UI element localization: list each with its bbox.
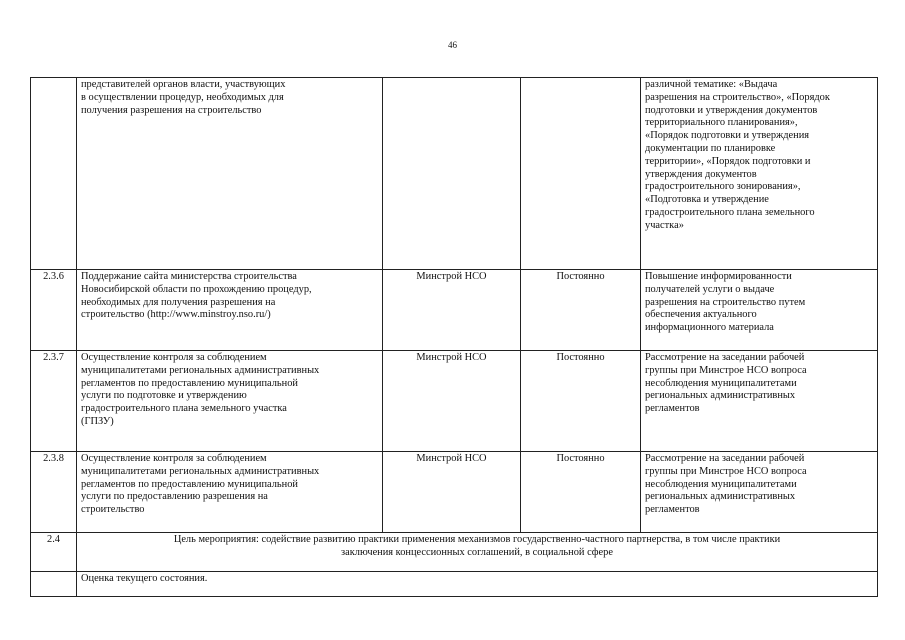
term-cell: Постоянно xyxy=(521,452,641,533)
executor-cell: Минстрой НСО xyxy=(383,452,521,533)
evaluation-number xyxy=(31,572,77,597)
term-cell: Постоянно xyxy=(521,270,641,351)
result-cell: Рассмотрение на заседании рабочей группы при Минстрое НСО вопроса несоблюдения муниципалитетами региональных административных регламентов xyxy=(641,351,878,452)
result-cell: Рассмотрение на заседании рабочей группы при Минстрое НСО вопроса несоблюдения муниципалитетами региональных административных регламентов xyxy=(641,452,878,533)
executor-cell xyxy=(383,78,521,270)
result-cell: Повышение информированности получателей услуги о выдаче разрешения на строительство путем обеспечения актуального информационного материала xyxy=(641,270,878,351)
term-cell xyxy=(521,78,641,270)
executor-cell: Минстрой НСО xyxy=(383,351,521,452)
table-row xyxy=(31,351,878,452)
action-cell: Осуществление контроля за соблюдением муниципалитетами региональных административных регламентов по предоставлению муниципальной услуги по предоставлению разрешения на строительство xyxy=(77,452,383,533)
row-number xyxy=(31,78,77,270)
table-row xyxy=(31,270,878,351)
row-number: 2.3.6 xyxy=(31,270,77,351)
evaluation-text: Оценка текущего состояния. xyxy=(77,572,878,597)
goal-text: Цель мероприятия: содействие развитию практики применения механизмов государственно-частного партнерства, в том числе практики заключения концессионных соглашений, в социальной сфере xyxy=(77,533,878,572)
action-cell: Поддержание сайта министерства строительства Новосибирской области по прохождению процедур, необходимых для получения разрешения на строительство (http://www.minstroy.nso.ru/) xyxy=(77,270,383,351)
evaluation-row xyxy=(31,572,878,597)
row-number: 2.3.8 xyxy=(31,452,77,533)
action-cell: Осуществление контроля за соблюдением муниципалитетами региональных административных регламентов по предоставлению муниципальной услуги по подготовке и утверждению градостроительного плана земельного участка (ГПЗУ) xyxy=(77,351,383,452)
measures-table xyxy=(30,77,878,597)
table-row xyxy=(31,452,878,533)
goal-number: 2.4 xyxy=(31,533,77,572)
term-cell: Постоянно xyxy=(521,351,641,452)
page-number: 46 xyxy=(448,40,457,50)
executor-cell: Минстрой НСО xyxy=(383,270,521,351)
result-cell: различной тематике: «Выдача разрешения на строительство», «Порядок подготовки и утверждения документов территориального планирования», «Порядок подготовки и утверждения документации по планировке территории», «Порядок подготовки и утверждения документов градостроительного зонирования», «Подготовка и утверждение градостроительного плана земельного участка» xyxy=(641,78,878,270)
table-row xyxy=(31,78,878,270)
goal-row xyxy=(31,533,878,572)
action-cell: представителей органов власти, участвующих в осуществлении процедур, необходимых для получения разрешения на строительство xyxy=(77,78,383,270)
row-number: 2.3.7 xyxy=(31,351,77,452)
